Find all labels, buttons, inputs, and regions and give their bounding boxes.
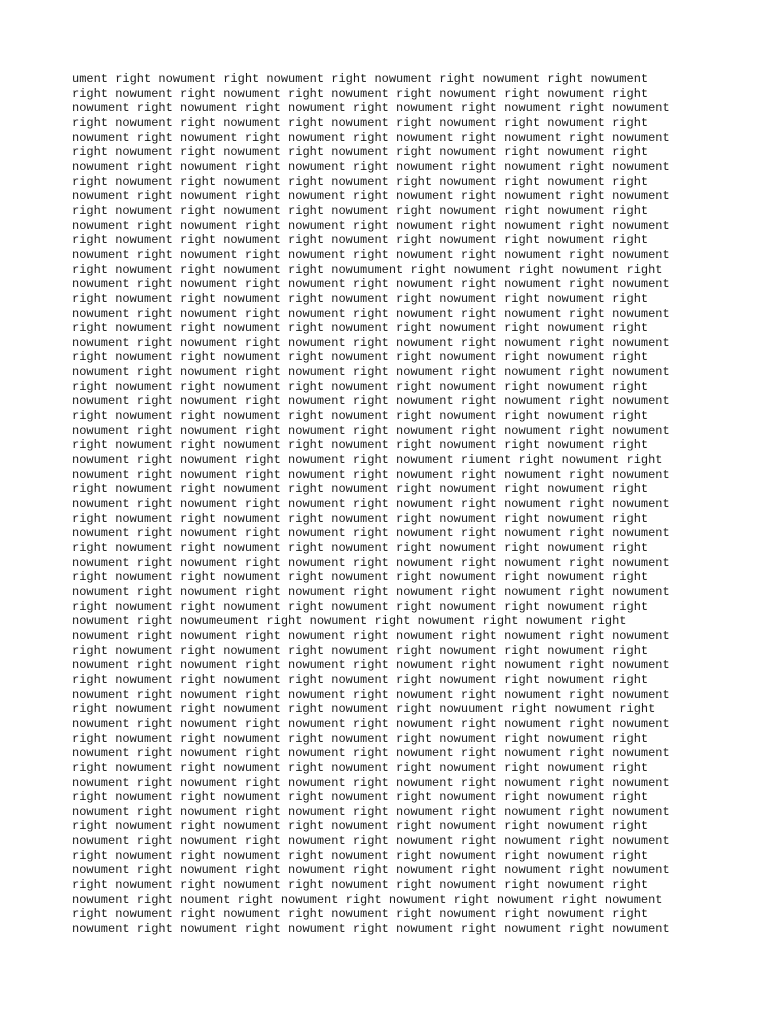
- text-line: nowument right nowument right nowument right nowument right nowument right nowument: [72, 863, 670, 878]
- text-line: nowument right nowument right nowument right nowument right nowument right nowument: [72, 101, 670, 116]
- text-line: right nowument right nowument right nowument right nowument right nowument right: [72, 570, 649, 585]
- text-line: right nowument right nowument right nowument right nowument right nowument right: [72, 643, 649, 658]
- text-line: right nowument right nowument right nowument right nowument right nowument right: [72, 819, 649, 834]
- text-line: right nowument right nowument right nowument right nowument right nowument right: [72, 731, 649, 746]
- text-line: right nowument right nowument right nowument right nowument right nowument right: [72, 174, 649, 189]
- text-line: nowument right nowument right nowument right nowument right nowument right nowument: [72, 746, 670, 761]
- text-line: nowument right nowument right nowument right nowument right nowument right nowument: [72, 247, 670, 262]
- text-line: right nowument right nowument right nowument right nowument right nowument right: [72, 907, 649, 922]
- text-line: nowument right nowument right nowument right nowument right nowument right nowument: [72, 834, 670, 849]
- text-line: right nowument right nowument right nowument right nowuument right nowument right: [72, 702, 656, 717]
- text-line: nowument right nowument right nowument right nowument right nowument right nowument: [72, 584, 670, 599]
- text-line: nowument right nowument right nowument right nowument right nowument right nowument: [72, 306, 670, 321]
- text-line: nowument right nowument right nowument right nowument right nowument right nowument: [72, 335, 670, 350]
- text-line: nowument right nowument right nowument right nowument right nowument right nowument: [72, 189, 670, 204]
- text-line: nowument right nowument right nowument right nowument right nowument right nowument: [72, 687, 670, 702]
- text-line: right nowument right nowument right nowument right nowument right nowument right: [72, 878, 649, 893]
- text-line: right nowument right nowument right nowument right nowument right nowument right: [72, 438, 649, 453]
- text-line: right nowument right nowument right nowument right nowument right nowument right: [72, 848, 649, 863]
- text-line: right nowument right nowument right nowument right nowument right nowument right: [72, 482, 649, 497]
- text-line: right nowument right nowument right nowument right nowument right nowument right: [72, 541, 649, 555]
- text-line: nowument right nowument right nowument right nowument right nowument right nowument: [72, 716, 670, 731]
- text-line: nowument right nowument right nowument right nowument right nowument right nowument: [72, 775, 670, 790]
- text-line: nowument right nowument right nowument right nowument right nowument right nowument: [72, 555, 670, 570]
- text-line: right nowument right nowument right nowument right nowument right nowument right: [72, 321, 649, 336]
- text-line: nowument right nowument right nowument right nowument right nowument right nowument: [72, 365, 670, 380]
- text-line: nowument right nowument right nowument right nowument right nowument right nowument: [72, 497, 670, 512]
- text-line: nowument right nowument right nowument right nowument right nowument right nowument: [72, 467, 670, 482]
- text-line: nowument right nowument right nowument right nowument right nowument right nowument: [72, 628, 670, 643]
- document-text-block: [72, 72, 712, 937]
- text-line: nowument right nowument right nowument right nowument right nowument right nowument: [72, 922, 670, 937]
- text-line: ument right nowument right nowument right nowument right nowument right nowument: [72, 72, 649, 86]
- text-line: nowument right nowument right nowument right nowument right nowument right nowument: [72, 277, 670, 292]
- text-line: nowument right nowument right nowument right nowument right nowument right nowument: [72, 218, 670, 233]
- text-line: nowument right nowument right nowument right nowument right nowument right nowument: [72, 159, 670, 174]
- text-line: right nowument right nowument right nowument right nowument right nowument right: [72, 379, 649, 394]
- text-line: nowument right nowument right nowument right nowument right nowument right nowument: [72, 394, 670, 409]
- text-line: right nowument right nowument right nowumument right nowument right nowument right: [72, 262, 663, 277]
- text-line: nowument right nowument right nowument right nowument right nowument right nowument: [72, 423, 670, 438]
- text-line: right nowument right nowument right nowument right nowument right nowument right: [72, 760, 649, 775]
- text-line: right nowument right nowument right nowument right nowument right nowument right: [72, 409, 649, 424]
- text-line: right nowument right nowument right nowument right nowument right nowument right: [72, 672, 649, 687]
- text-line: right nowument right nowument right nowument right nowument right nowument right: [72, 599, 649, 614]
- text-line: nowument right noument right nowument right nowument right nowument right nowument: [72, 892, 663, 907]
- text-line: right nowument right nowument right nowument right nowument right nowument right: [72, 145, 649, 160]
- text-line: right nowument right nowument right nowument right nowument right nowument right: [72, 511, 649, 526]
- text-line: nowument right nowument right nowument right nowument right nowument right nowument: [72, 804, 670, 819]
- text-line: nowument right nowument right nowument right nowument right nowument right nowument: [72, 658, 670, 673]
- text-line: right nowument right nowument right nowument right nowument right nowument right: [72, 233, 649, 248]
- text-line: right nowument right nowument right nowument right nowument right nowument right: [72, 790, 649, 805]
- text-line: nowument right nowument right nowument right nowument right nowument right nowument: [72, 526, 670, 541]
- text-line: nowument right nowumeument right nowument right nowument right nowument right: [72, 614, 627, 629]
- text-line: right nowument right nowument right nowument right nowument right nowument right: [72, 203, 649, 218]
- text-line: nowument right nowument right nowument right nowument riument right nowument right: [72, 453, 663, 468]
- text-line: right nowument right nowument right nowument right nowument right nowument right: [72, 291, 649, 306]
- text-line: nowument right nowument right nowument right nowument right nowument right nowument: [72, 130, 670, 145]
- text-line: right nowument right nowument right nowument right nowument right nowument right: [72, 86, 649, 101]
- text-line: right nowument right nowument right nowument right nowument right nowument right: [72, 350, 649, 365]
- text-line: right nowument right nowument right nowument right nowument right nowument right: [72, 115, 649, 130]
